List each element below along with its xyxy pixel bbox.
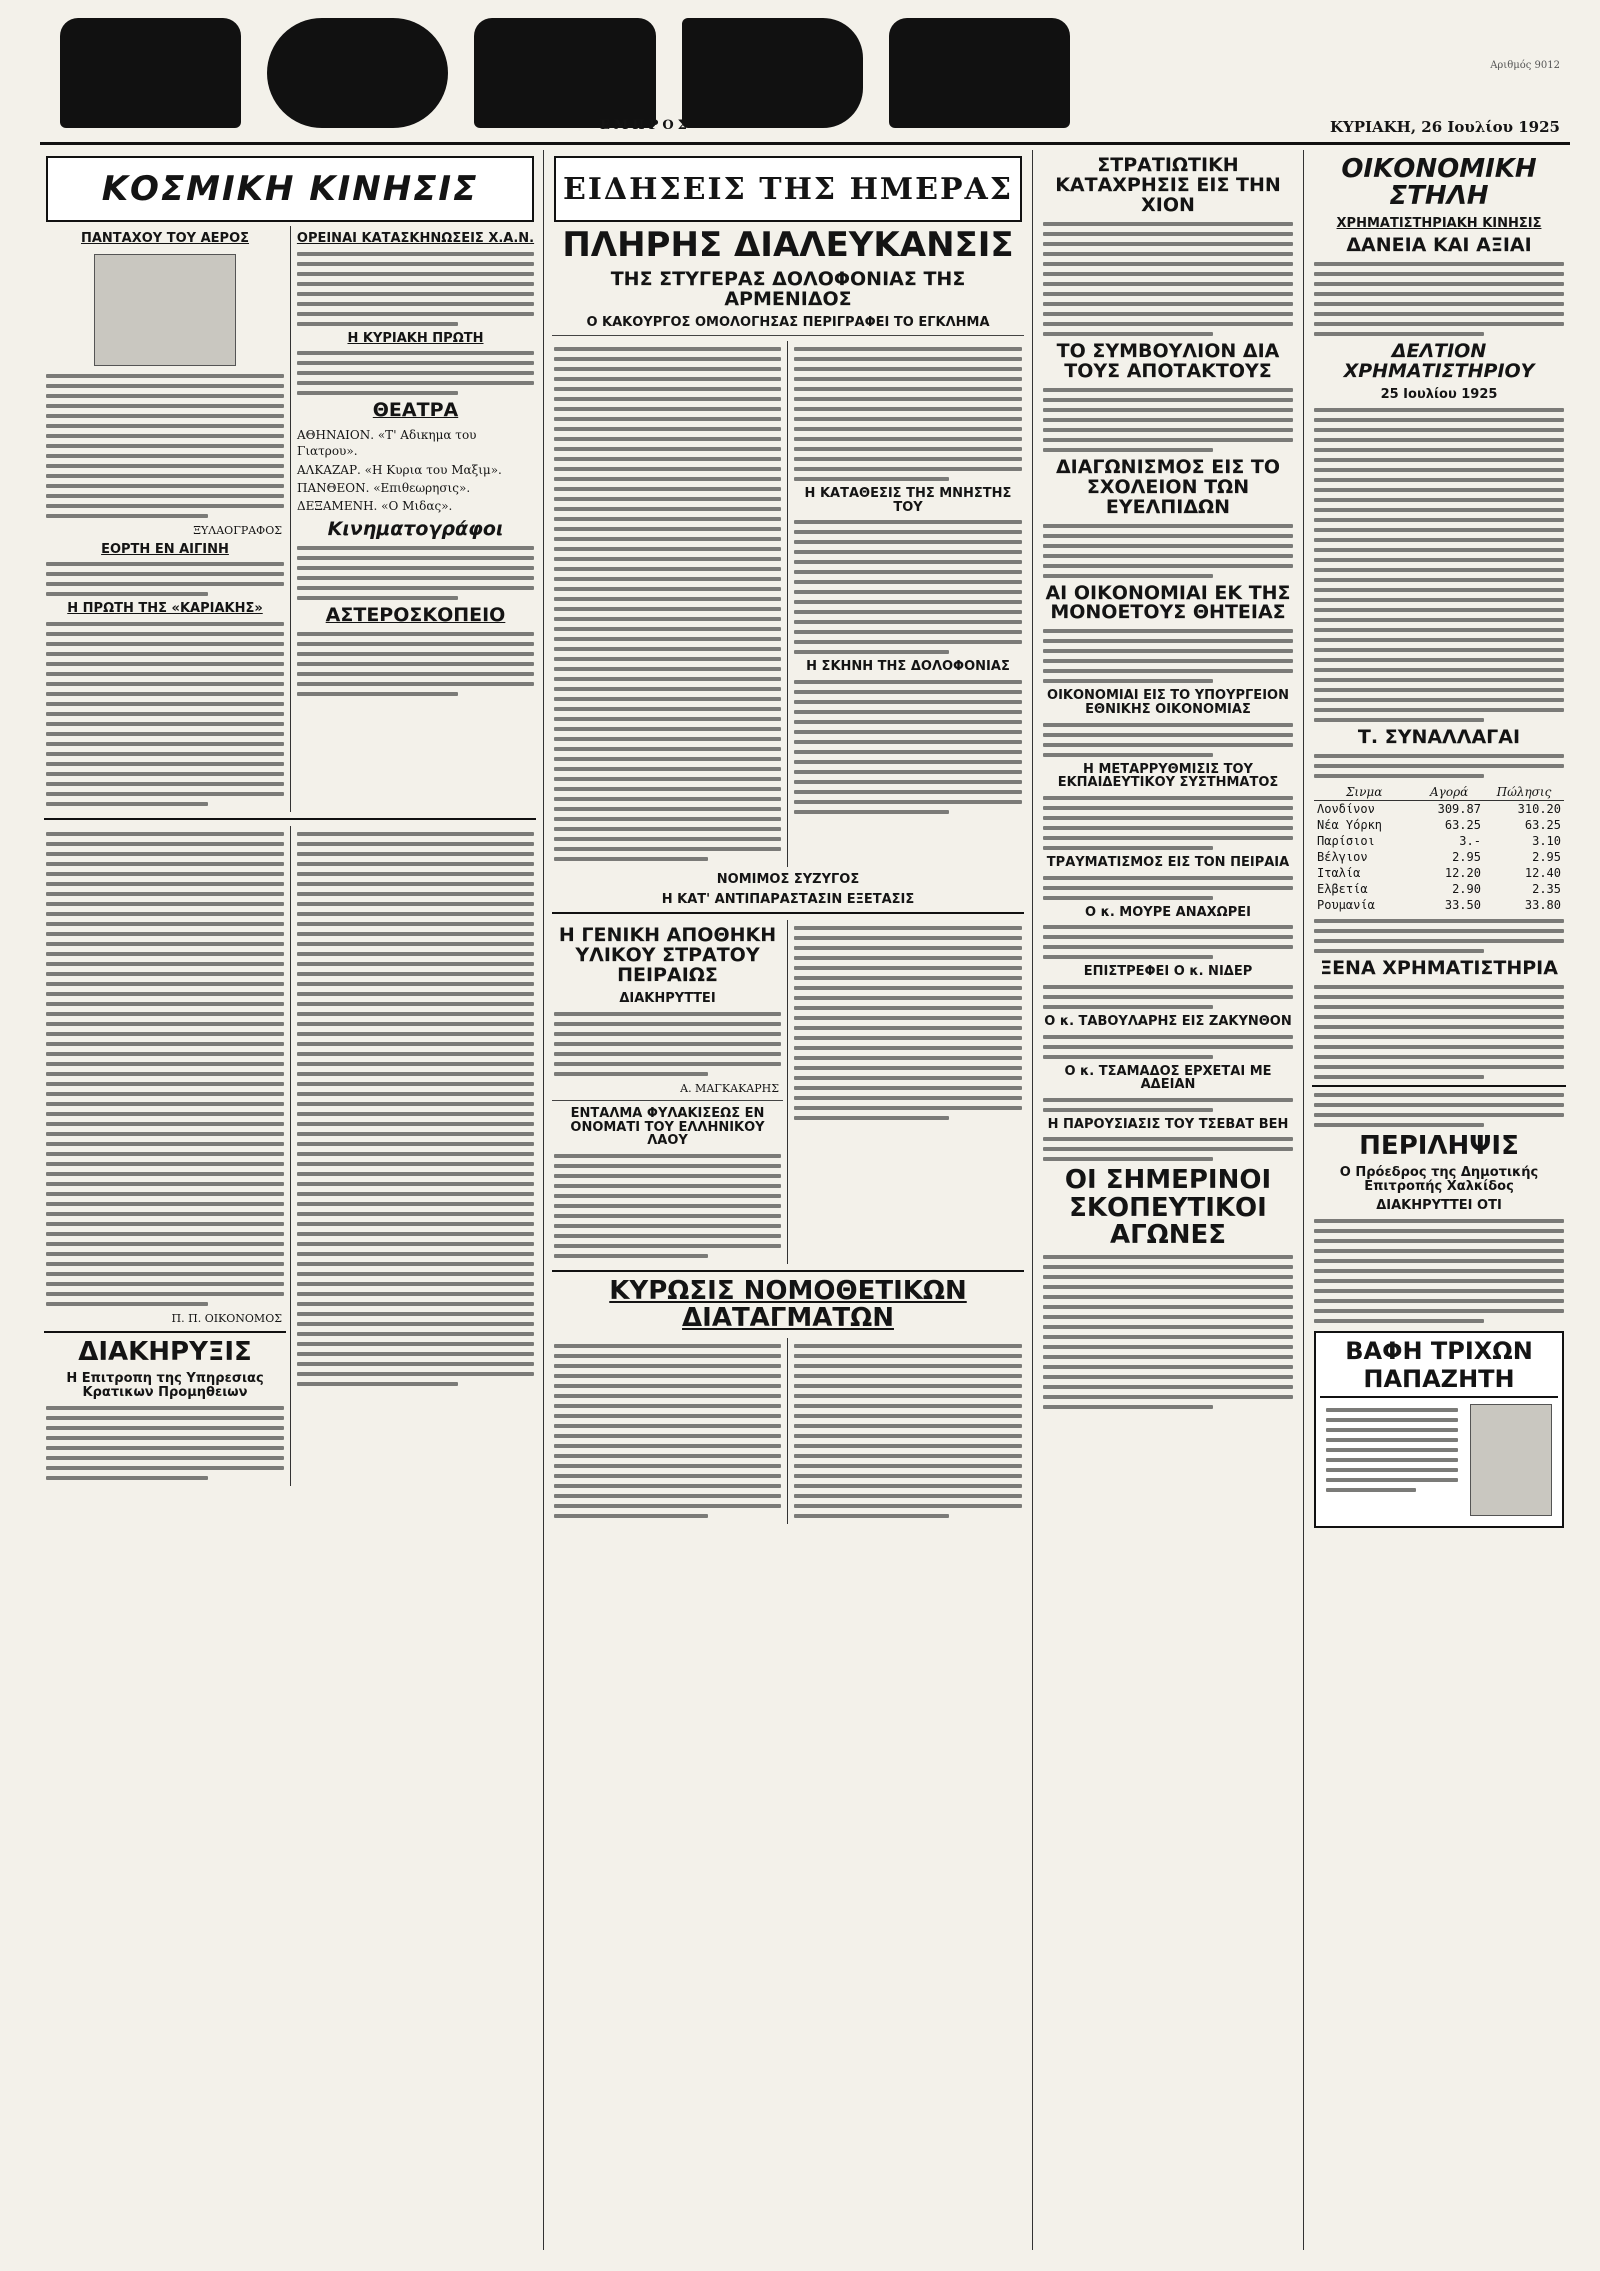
exchange-heading: Τ. ΣΥΝΑΛΛΑΓΑΙ bbox=[1357, 725, 1521, 748]
logo-letter bbox=[60, 18, 241, 128]
bond-listings bbox=[1314, 408, 1564, 722]
article-heading: Ο κ. ΤΣΑΜΑΔΟΣ ΕΡΧΕΤΑΙ ΜΕ ΑΔΕΙΑΝ bbox=[1064, 1063, 1272, 1093]
article-body bbox=[46, 374, 284, 518]
article-body bbox=[1043, 629, 1293, 683]
article-subheading: ΝΟΜΙΜΟΣ ΣΥΖΥΓΟΣ bbox=[716, 872, 860, 888]
article-body bbox=[1043, 876, 1293, 900]
article-body bbox=[554, 1344, 781, 1518]
exchange-column-header: Πώλησις bbox=[1484, 784, 1564, 801]
column-rule bbox=[1303, 150, 1304, 2250]
exchange-market: Νέα Υόρκη bbox=[1317, 817, 1383, 832]
article-heading: Η ΠΡΩΤΗ ΤΗΣ «ΚΑΡΙΑΚΗΣ» bbox=[67, 601, 263, 617]
exchange-sell: 33.80 bbox=[1524, 897, 1561, 912]
advertisement-portrait bbox=[1470, 1404, 1552, 1516]
logo-letter bbox=[474, 18, 655, 128]
observatory-heading: ΑΣΤΕΡΟΣΚΟΠΕΙΟ bbox=[325, 604, 506, 627]
notice-body bbox=[554, 1154, 781, 1258]
exchange-buy: 63.25 bbox=[1444, 817, 1481, 832]
article-heading: ΟΡΕΙΝΑΙ ΚΑΤΑΣΚΗΝΩΣΕΙΣ Χ.Α.Ν. bbox=[296, 231, 535, 246]
advertisement bbox=[1314, 1331, 1564, 1528]
divider bbox=[552, 1100, 783, 1101]
article-heading: ΟΙΚΟΝΟΜΙΑΙ ΕΙΣ ΤΟ ΥΠΟΥΡΓΕΙΟΝ ΕΘΝΙΚΗΣ ΟΙΚΟΝΟΜΙΑΣ bbox=[1047, 688, 1289, 718]
section-banner: ΕΙΔΗΣΕΙΣ ΤΗΣ ΗΜΕΡΑΣ bbox=[554, 156, 1022, 222]
article-body bbox=[297, 832, 534, 1386]
main-subheadline: ΤΗΣ ΣΤΥΓΕΡΑΣ ΔΟΛΟΦΟΝΙΑΣ ΤΗΣ ΑΡΜΕΝΙΔΟΣ bbox=[610, 267, 966, 310]
article-heading: Η ΜΕΤΑΡΡΥΘΜΙΣΙΣ ΤΟΥ ΕΚΠΑΙΔΕΥΤΙΚΟΥ ΣΥΣΤΗΜΑΤΟΣ bbox=[1057, 761, 1279, 791]
exchange-sell: 310.20 bbox=[1517, 801, 1561, 816]
article-body bbox=[1314, 985, 1564, 1079]
article-heading: ΔΙΑΓΩΝΙΣΜΟΣ ΕΙΣ ΤΟ ΣΧΟΛΕΙΟΝ ΤΩΝ ΕΥΕΛΠΙΔΩΝ bbox=[1055, 455, 1281, 518]
article-body bbox=[1314, 262, 1564, 336]
exchange-buy: 3.- bbox=[1459, 833, 1481, 848]
exchange-row bbox=[1314, 800, 1564, 817]
exchange-market: Βέλγιον bbox=[1317, 849, 1368, 864]
exchange-market: Παρίσιοι bbox=[1317, 833, 1375, 848]
masthead-logo bbox=[60, 18, 1070, 128]
exchange-market: Ιταλία bbox=[1317, 865, 1361, 880]
notice-subheading: ΔΙΑΚΗΡΥΤΤΕΙ bbox=[619, 991, 716, 1007]
divider bbox=[552, 1270, 1024, 1272]
exchange-sell: 63.25 bbox=[1524, 817, 1561, 832]
article-subheading: Η ΣΚΗΝΗ ΤΗΣ ΔΟΛΟΦΟΝΙΑΣ bbox=[806, 659, 1010, 675]
article-body bbox=[1043, 1255, 1293, 1409]
article-heading: ΟΙ ΣΗΜΕΡΙΝΟΙ ΣΚΟΠΕΥΤΙΚΟΙ ΑΓΩΝΕΣ bbox=[1064, 1165, 1272, 1251]
article-heading: ΑΙ ΟΙΚΟΝΟΜΙΑΙ ΕΚ ΤΗΣ ΜΟΝΟΕΤΟΥΣ ΘΗΤΕΙΑΣ bbox=[1045, 581, 1291, 624]
article-body bbox=[1043, 222, 1293, 336]
notice-body bbox=[46, 1406, 284, 1480]
notice-body bbox=[554, 1012, 781, 1076]
notice-subheading: Ο Πρόεδρος της Δημοτικής Επιτροπής Χαλκίδος bbox=[1339, 1164, 1539, 1194]
cinema-heading: Κινηματογράφοι bbox=[327, 518, 504, 541]
article-heading: ΕΟΡΤΗ ΕΝ ΑΙΓΙΝΗ bbox=[101, 541, 229, 557]
masthead-rule bbox=[40, 142, 1570, 145]
section-subheading: ΧΡΗΜΑΤΙΣΤΗΡΙΑΚΗ ΚΙΝΗΣΙΣ bbox=[1336, 215, 1542, 231]
divider bbox=[552, 335, 1024, 336]
divider bbox=[44, 818, 536, 820]
article-heading: Η ΠΑΡΟΥΣΙΑΣΙΣ ΤΟΥ ΤΣΕΒΑΤ ΒΕΗ bbox=[1047, 1116, 1289, 1132]
article-body bbox=[1314, 919, 1564, 953]
exchange-sell: 2.35 bbox=[1532, 881, 1561, 896]
notice-heading: ΕΝΤΑΛΜΑ ΦΥΛΑΚΙΣΕΩΣ ΕΝ ΟΝΟΜΑΤΙ ΤΟΥ ΕΛΛΗΝΙΚΟΥ ΛΑΟΥ bbox=[570, 1105, 765, 1149]
exchange-sell: 12.40 bbox=[1524, 865, 1561, 880]
section-banner: ΚΟΣΜΙΚΗ ΚΙΝΗΣΙΣ bbox=[46, 156, 534, 222]
logo-letter bbox=[889, 18, 1070, 128]
theatre-listing: ΠΑΝΘΕΟΝ. «Επιθεωρησις». bbox=[297, 480, 471, 495]
decrees-headline: ΚΥΡΩΣΙΣ ΝΟΜΟΘΕΤΙΚΩΝ ΔΙΑΤΑΓΜΑΤΩΝ bbox=[609, 1275, 967, 1334]
theatre-heading: ΘΕΑΤΡΑ bbox=[372, 399, 459, 422]
article-body bbox=[46, 562, 284, 596]
notice-subheading: ΔΙΑΚΗΡΥΤΤΕΙ ΟΤΙ bbox=[1376, 1198, 1502, 1214]
exchange-column-header: Σινμα bbox=[1314, 784, 1414, 801]
masthead bbox=[40, 0, 1570, 150]
column-military bbox=[1037, 150, 1299, 2250]
article-body bbox=[1043, 925, 1293, 959]
article-body bbox=[1043, 1098, 1293, 1112]
signature: Π. Π. ΟΙΚΟΝΟΜΟΣ bbox=[171, 1311, 282, 1325]
exchange-column-header: Αγορά bbox=[1414, 784, 1484, 801]
signature: Α. ΜΑΓΚΑΚΑΡΗΣ bbox=[680, 1081, 779, 1095]
advertisement-body bbox=[1326, 1402, 1458, 1518]
article-heading: Ο κ. ΜΟΥΡΕ ΑΝΑΧΩΡΕΙ bbox=[1085, 904, 1251, 920]
exchange-row bbox=[1314, 865, 1564, 881]
article-heading: ΤΟ ΣΥΜΒΟΥΛΙΟΝ ΔΙΑ ΤΟΥΣ ΑΠΟΤΑΚΤΟΥΣ bbox=[1056, 339, 1280, 382]
article-body bbox=[1043, 388, 1293, 452]
article-heading: ΔΑΝΕΙΑ ΚΑΙ ΑΞΙΑΙ bbox=[1346, 234, 1532, 257]
masthead-date: ΚΥΡΙΑΚΗ, 26 Ιουλίου 1925 bbox=[1329, 118, 1560, 136]
column-rule bbox=[1032, 150, 1033, 2250]
masthead-meta: Αριθμός 9012 bbox=[1490, 60, 1560, 71]
article-body bbox=[1314, 754, 1564, 778]
article-body bbox=[1043, 1137, 1293, 1161]
article-heading: ΞΕΝΑ ΧΡΗΜΑΤΙΣΤΗΡΙΑ bbox=[1320, 956, 1558, 979]
article-body bbox=[1314, 1093, 1564, 1127]
exchange-buy: 33.50 bbox=[1444, 897, 1481, 912]
exchange-market: Ελβετία bbox=[1317, 881, 1368, 896]
article-heading: Η ΚΥΡΙΑΚΗ ΠΡΩΤΗ bbox=[347, 330, 484, 346]
column-finance bbox=[1308, 150, 1570, 2250]
article-subheading: Η ΚΑΤΑΘΕΣΙΣ ΤΗΣ ΜΝΗΣΤΗΣ ΤΟΥ bbox=[804, 486, 1012, 515]
exchange-row bbox=[1314, 817, 1564, 833]
illustration bbox=[94, 254, 236, 366]
exchange-buy: 2.95 bbox=[1452, 849, 1481, 864]
article-heading: ΣΤΡΑΤΙΩΤΙΚΗ ΚΑΤΑΧΡΗΣΙΣ ΕΙΣ ΤΗΝ ΧΙΟΝ bbox=[1055, 154, 1281, 216]
column-news bbox=[548, 150, 1028, 2250]
logo-letter bbox=[267, 18, 448, 128]
article-body bbox=[794, 520, 1022, 654]
article-body bbox=[46, 832, 284, 1306]
main-headline: ΠΛΗΡΗΣ ΔΙΑΛΕΥΚΑΝΣΙΣ bbox=[562, 225, 1014, 265]
article-body bbox=[46, 622, 284, 806]
logo-letter bbox=[682, 18, 863, 128]
article-body bbox=[794, 1344, 1022, 1518]
exchange-row bbox=[1314, 833, 1564, 849]
article-body bbox=[1043, 796, 1293, 850]
article-heading: ΠΕΡΙΛΗΨΙΣ bbox=[1359, 1130, 1519, 1161]
notice-heading: Η ΓΕΝΙΚΗ ΑΠΟΘΗΚΗ ΥΛΙΚΟΥ ΣΤΡΑΤΟΥ ΠΕΙΡΑΙΩΣ bbox=[558, 924, 777, 987]
observatory-body bbox=[297, 632, 534, 696]
article-body bbox=[1043, 524, 1293, 578]
bulletin-heading: ΔΕΛΤΙΟΝ ΧΡΗΜΑΤΙΣΤΗΡΙΟΥ bbox=[1343, 340, 1535, 383]
bulletin-date: 25 Ιουλίου 1925 bbox=[1380, 387, 1498, 403]
masthead-name: ΕΜΠΡΟΣ bbox=[600, 118, 691, 133]
theatre-listing: ΑΘΗΝΑΙΟΝ. «Τ' Αδικημα του Γιατρου». bbox=[297, 428, 477, 459]
divider bbox=[552, 912, 1024, 914]
divider bbox=[44, 1331, 286, 1333]
column-society bbox=[40, 150, 540, 2250]
advertisement-heading: ΒΑΦΗ ΤΡΙΧΩΝ ΠΑΠΑΖΗΤΗ bbox=[1320, 1337, 1558, 1398]
article-subheading: Η ΚΑΤ' ΑΝΤΙΠΑΡΑΣΤΑΣΙΝ ΕΞΕΤΑΣΙΣ bbox=[661, 891, 915, 907]
main-deck: Ο ΚΑΚΟΥΡΓΟΣ ΟΜΟΛΟΓΗΣΑΣ ΠΕΡΙΓΡΑΦΕΙ ΤΟ ΕΓΚΛΗΜΑ bbox=[586, 314, 990, 330]
theatre-listing: ΑΛΚΑΖΑΡ. «Η Κυρια του Μαξιμ». bbox=[297, 462, 502, 477]
column-rule bbox=[543, 150, 544, 2250]
article-heading: ΠΑΝΤΑΧΟΥ ΤΟΥ ΑΕΡΟΣ bbox=[80, 231, 250, 246]
signature: ΞΥΛΑΟΓΡΑΦΟΣ bbox=[193, 523, 282, 537]
article-body bbox=[297, 252, 534, 326]
article-body bbox=[1043, 1035, 1293, 1059]
notice-subheading: Η Επιτροπη της Υπηρεσιας Κρατικων Προμηθειων bbox=[66, 1371, 264, 1400]
article-body bbox=[794, 347, 1022, 481]
exchange-row bbox=[1314, 881, 1564, 897]
article-body bbox=[794, 680, 1022, 814]
article-body bbox=[297, 351, 534, 395]
theatre-listing: ΔΕΞΑΜΕΝΗ. «Ο Μιδας». bbox=[297, 498, 453, 513]
article-heading: Ο κ. ΤΑΒΟΥΛΑΡΗΣ ΕΙΣ ΖΑΚΥΝΘΟΝ bbox=[1044, 1013, 1292, 1029]
article-body bbox=[1043, 985, 1293, 1009]
exchange-buy: 309.87 bbox=[1437, 801, 1481, 816]
exchange-buy: 12.20 bbox=[1444, 865, 1481, 880]
article-heading: ΤΡΑΥΜΑΤΙΣΜΟΣ ΕΙΣ ΤΟΝ ΠΕΙΡΑΙΑ bbox=[1046, 854, 1290, 870]
cinema-listings bbox=[297, 546, 534, 600]
exchange-market: Λονδίνον bbox=[1317, 801, 1375, 816]
exchange-sell: 2.95 bbox=[1532, 849, 1561, 864]
article-heading: ΕΠΙΣΤΡΕΦΕΙ Ο κ. ΝΙΔΕΡ bbox=[1083, 964, 1253, 980]
section-banner: ΟΙΚΟΝΟΜΙΚΗ ΣΤΗΛΗ bbox=[1341, 154, 1537, 212]
article-body bbox=[1043, 723, 1293, 757]
exchange-row bbox=[1314, 897, 1564, 913]
exchange-sell: 3.10 bbox=[1532, 833, 1561, 848]
exchange-buy: 2.90 bbox=[1452, 881, 1481, 896]
divider bbox=[1312, 1085, 1566, 1087]
exchange-row bbox=[1314, 849, 1564, 865]
exchange-market: Ρουμανία bbox=[1317, 897, 1375, 912]
article-body bbox=[794, 926, 1022, 1120]
notice-heading: ΔΙΑΚΗΡΥΞΙΣ bbox=[78, 1336, 252, 1367]
article-body bbox=[554, 347, 781, 861]
exchange-table bbox=[1314, 784, 1564, 913]
notice-body bbox=[1314, 1219, 1564, 1323]
